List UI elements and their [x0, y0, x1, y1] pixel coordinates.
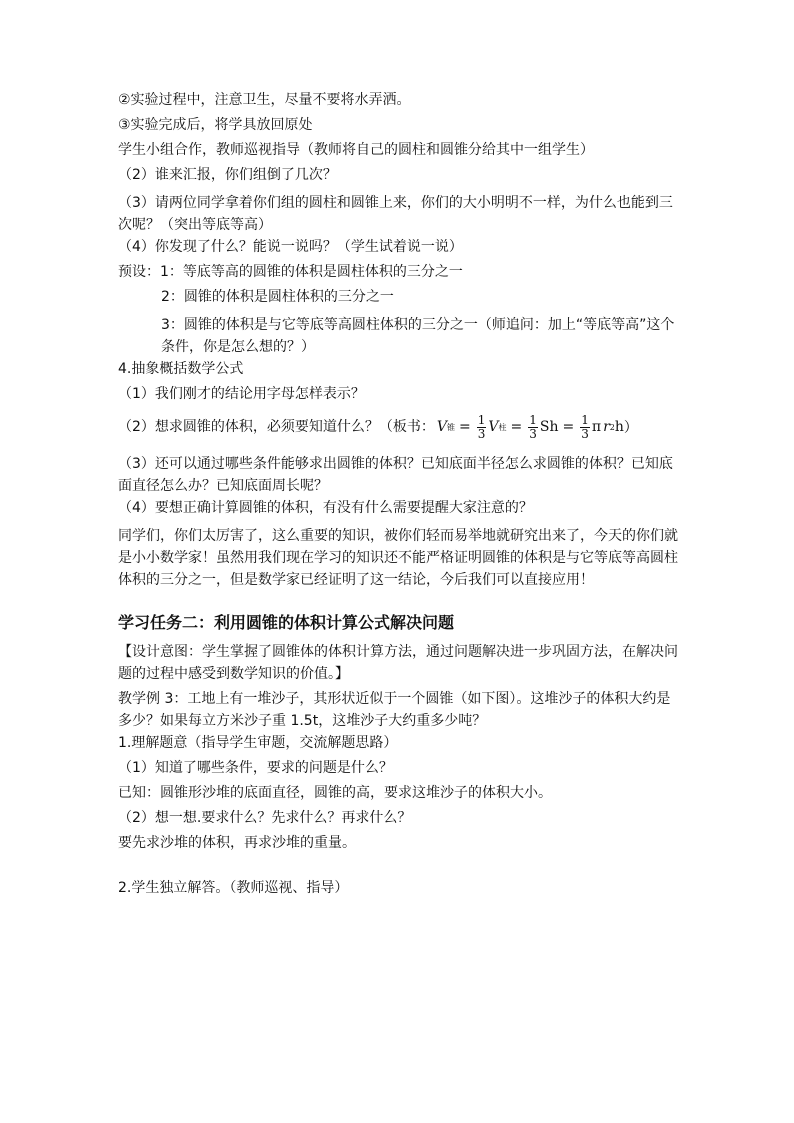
text-line: 1.理解题意（指导学生审题，交流解题思路） [118, 735, 398, 751]
text-line: 要先求沙堆的体积，再求沙堆的重量。 [118, 835, 356, 851]
document-page [118, 92, 678, 905]
text-paragraph: （3）请两位同学拿着你们组的圆柱和圆锥上来，你们的大小明明不一样，为什么也能到三次呢？（突出等底等高） [118, 195, 673, 233]
formula-close: ） [623, 420, 638, 436]
formula-h: h [614, 419, 624, 435]
formula-exponent: 2 [609, 422, 615, 432]
formula-prefix: （2）想求圆锥的体积，必须要知道什么？（板书： [118, 419, 435, 435]
text-line: 已知：圆锥形沙堆的底面直径，圆锥的高，要求这堆沙子的体积大小。 [118, 785, 552, 801]
formula-sub-cone: 锥 [447, 422, 456, 432]
text-line: 2.学生独立解答。（教师巡视、指导） [118, 880, 349, 896]
formula-r: r [603, 419, 610, 435]
fraction-one-third: $\frac{1}{3}$ [581, 412, 589, 441]
formula-v: V [488, 419, 499, 435]
text-paragraph: 3：圆锥的体积是与它等底等高圆柱体积的三分之一（师追问：加上“等底等高”这个条件，你是怎么想的？） [161, 317, 675, 355]
fraction-one-third: $\frac{1}{3}$ [529, 412, 537, 441]
spacer [118, 860, 678, 880]
text-paragraph: （3）还可以通过哪些条件能够求出圆锥的体积？已知底面半径怎么求圆锥的体积？已知底面直径怎么办？已知底面周长呢？ [118, 456, 673, 494]
formula-eq: = [459, 419, 471, 435]
cone-volume-formula [437, 414, 638, 441]
text-line: 4.抽象概括数学公式 [118, 361, 244, 377]
text-line: （1）我们刚才的结论用字母怎样表示？ [118, 386, 365, 402]
example-problem: 教学例 3：工地上有一堆沙子，其形状近似于一个圆锥（如下图）。这堆沙子的体积大约是多少？如果每立方米沙子重 1.5t，这堆沙子大约重多少吨？ [118, 691, 671, 729]
text-line: （4）要想正确计算圆锥的体积，有没有什么需要提醒大家注意的？ [118, 500, 533, 516]
text-line: （2）想一想.要求什么？先求什么？再求什么？ [118, 810, 412, 826]
text-line: 学生小组合作，教师巡视指导（教师将自己的圆柱和圆锥分给其中一组学生） [118, 142, 594, 158]
formula-sh: Sh [539, 419, 559, 435]
fraction-one-third: $\frac{1}{3}$ [477, 412, 486, 441]
section-heading: 学习任务二：利用圆锥的体积计算公式解决问题 [118, 613, 455, 632]
formula-line [118, 411, 678, 443]
formula-pi: π [591, 419, 602, 435]
text-line: 2：圆锥的体积是圆柱体积的三分之一 [161, 289, 394, 305]
formula-v: V [436, 419, 448, 435]
design-intent: 【设计意图：学生掌握了圆锥体的体积计算方法，通过问题解决进一步巩固方法，在解决问题的过程中感受到数学知识的价值。】 [118, 644, 678, 682]
formula-sub-cyl: 柱 [498, 422, 507, 432]
text-line: ③实验完成后，将学具放回原处 [118, 117, 313, 133]
formula-eq: = [510, 419, 523, 435]
formula-eq: = [562, 419, 575, 435]
text-paragraph: 同学们，你们太厉害了，这么重要的知识，被你们轻而易举地就研究出来了，今天的你们就是小小数学家！虽然用我们现在学习的知识还不能严格证明圆锥的体积是与它等底等高圆柱体积的三分之一，但是数学家已经证明了这一结论，今后我们可以直接应用！ [118, 528, 678, 588]
text-line: 预设：1：等底等高的圆锥的体积是圆柱体积的三分之一 [118, 264, 463, 280]
text-line: （4）你发现了什么？能说一说吗？（学生试着说一说） [118, 239, 463, 255]
text-line: （2）谁来汇报，你们组倒了几次？ [118, 167, 337, 183]
text-line: ②实验过程中，注意卫生，尽量不要将水弄洒。 [118, 92, 411, 108]
text-line: （1）知道了哪些条件，要求的问题是什么？ [118, 760, 393, 776]
